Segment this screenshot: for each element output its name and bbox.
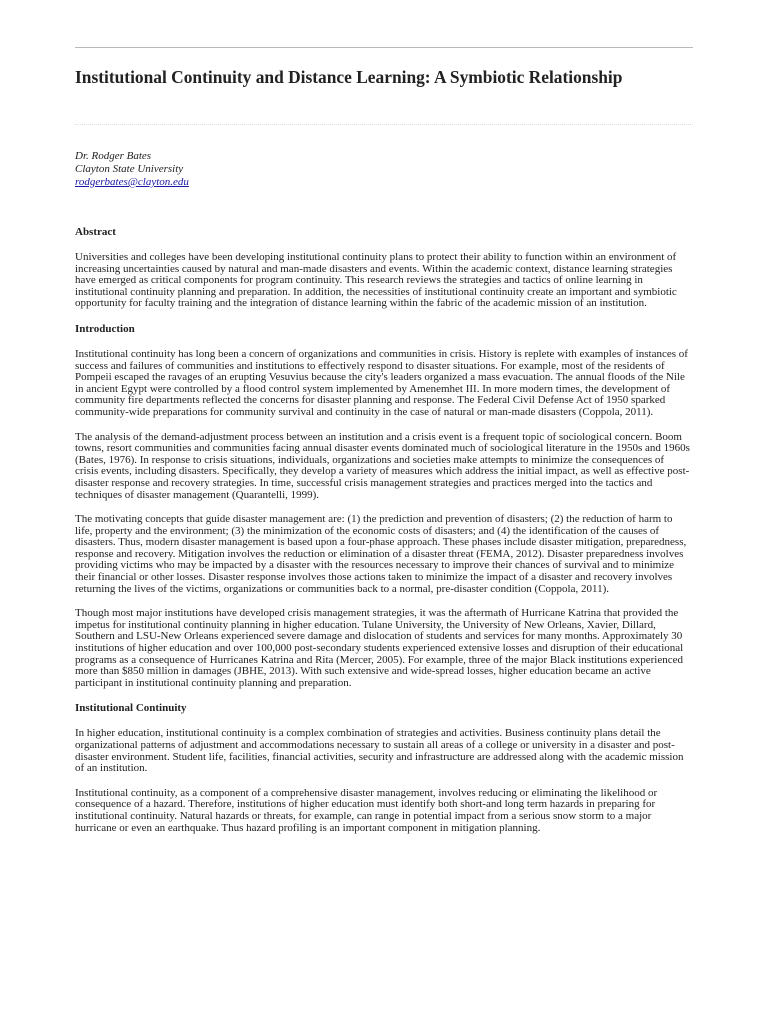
- author-email-link[interactable]: rodgerbates@clayton.edu: [75, 176, 189, 188]
- introduction-paragraph-2: The analysis of the demand-adjustment process between an institution and a crisis event is a frequent topic of sociological concern. Boom towns, resort communities and communities facing annual disaster events dominated much of sociological literature in the 1950s and 1960s (Bates, 1976). In response to crisis situations, individuals, organizations and societies make attempts to minimize the consequences of crisis events, including disasters. Specifically, they develop a variety of measures which address the initial impact, as well as effective post-disaster response and recovery strategies. In time, successful crisis management strategies and practices merged into the tactics and techniques of disaster management (Quarantelli, 1999).: [75, 430, 690, 501]
- author-name: Dr. Rodger Bates: [75, 150, 152, 162]
- author-block: [75, 150, 475, 189]
- section-heading-introduction: Introduction: [75, 322, 135, 335]
- institutional-continuity-paragraph-2: Institutional continuity, as a component of a comprehensive disaster management, involves reducing or eliminating the likelihood or consequence of a hazard. Therefore, institutions of higher education must identify both short-and long term hazards in preparing for institutional continuity. Natural hazards or threats, for example, can range in potential impact from a serious snow storm to a major hurricane or even an earthquake. Thus hazard profiling is an important component in mitigation planning.: [75, 786, 658, 834]
- paper-body: [75, 226, 690, 847]
- introduction-paragraph-4: Though most major institutions have developed crisis management strategies, it was the aftermath of Hurricane Katrina that provided the impetus for institutional continuity planning in higher education. Tulane University, the University of New Orleans, Xavier, Dillard, Southern and LSU-New Orleans experienced severe damage and dislocation of students and services for many months. Approximately 30 institutions of higher education and over 100,000 post-secondary students experienced extensive losses and disruption of their educational programs as a consequence of Hurricanes Katrina and Rita (Mercer, 2005). For example, three of the major Black institutions experienced more than $850 million in damages (JBHE, 2013). With such extensive and wide-spread losses, higher education became an active participant in institutional continuity planning and preparation.: [75, 607, 684, 689]
- section-heading-institutional-continuity: Institutional Continuity: [75, 702, 187, 715]
- title-divider: [75, 124, 693, 125]
- paper-title: Institutional Continuity and Distance Learning: A Symbiotic Relationship: [75, 67, 623, 87]
- institutional-continuity-paragraph-1: In higher education, institutional continuity is a complex combination of strategies and activities. Business continuity plans detail the organizational patterns of adjustment and accommodations necessary to sustain all areas of a college or university in a disaster and post-disaster environment. Student life, facilities, financial activities, security and infrastructure are addressed along with the academic mission of an institution.: [75, 727, 684, 775]
- author-affiliation: Clayton State University: [75, 163, 184, 175]
- top-divider: [75, 47, 693, 48]
- introduction-paragraph-3: The motivating concepts that guide disaster management are: (1) the prediction and prevention of disasters; (2) the reduction of harm to life, property and the environment; (3) the minimization of the economic costs of disasters; and (4) the identification of the causes of disasters. Thus, modern disaster management is based upon a four-phase approach. These phases include disaster mitigation, preparedness, response and recovery. Mitigation involves the reduction or elimination of a disaster threat (FEMA, 2012). Disaster preparedness involves providing victims who may be impacted by a disaster with the resources necessary to improve their chances of survival and to minimize their financial or other losses. Disaster response involves those actions taken to minimize the impact of a disaster and recovery involves returning the lives of the victims, organizations or communities back to a normal, pre-disaster condition (Coppola, 2011).: [75, 513, 687, 595]
- abstract-paragraph: Universities and colleges have been developing institutional continuity plans to protect their ability to function within an environment of increasing uncertainties caused by natural and man-made disasters and events. Within the academic context, distance learning strategies have emerged as critical components for program continuity. This research reviews the strategies and tactics of online learning in institutional continuity planning and preparation. In addition, the necessities of institutional continuity create an important and symbiotic opportunity for faculty training and the integration of distance learning within the fabric of the academic mission of an institution.: [75, 251, 677, 310]
- section-heading-abstract: Abstract: [75, 226, 116, 238]
- introduction-paragraph-1: Institutional continuity has long been a concern of organizations and communities in crisis. History is replete with examples of instances of success and failures of communities and institutions to effectively respond to disaster situations. For example, most of the residents of Pompeii escaped the ravages of an erupting Vesuvius because the city's leaders organized a mass evacuation. The annual floods of the Nile in ancient Egypt were controlled by a flood control system implemented by Amenemhet III. In more modern times, the development of community fire departments reflected the concerns for disaster planning and response. The Federal Civil Defense Act of 1950 sparked community-wide preparations for community survival and continuity in the case of natural or man-made disasters (Coppola, 2011).: [75, 347, 688, 418]
